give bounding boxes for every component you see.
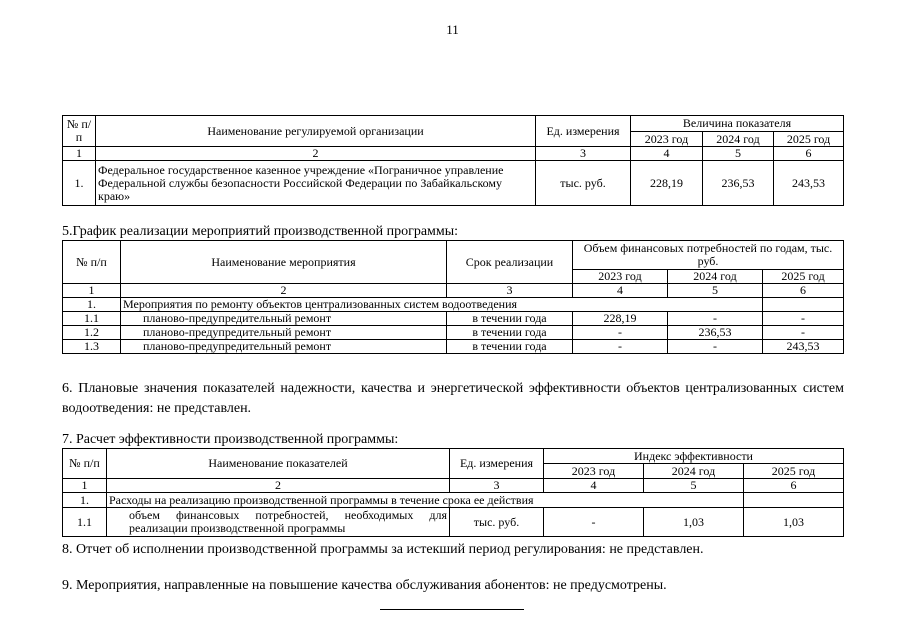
empty-cell [763,298,844,312]
row-num: 1.1 [63,312,121,326]
col-index: 2 [121,284,447,298]
col-header-unit: Ед. измерения [450,449,544,479]
col-header-org-name: Наименование регулируемой организации [96,116,536,147]
value-cell: - [573,326,668,340]
col-index: 6 [763,284,844,298]
event-name: планово-предупредительный ремонт [121,326,447,340]
value-cell: - [763,326,844,340]
value-cell: 1,03 [644,508,744,537]
year-header: 2025 год [744,464,844,479]
group-name: Мероприятия по ремонту объектов централизованных систем водоотведения [121,298,668,312]
section-5-heading: 5.График реализации мероприятий производственной программы: [62,224,459,239]
event-term: в течении года [447,340,573,354]
row-unit: тыс. руб. [450,508,544,537]
col-index: 3 [447,284,573,298]
col-index: 4 [631,147,703,161]
footer-divider [380,609,524,610]
row-num: 1. [63,161,96,206]
value-cell: 243,53 [763,340,844,354]
empty-cell [744,493,844,508]
value-cell: - [573,340,668,354]
event-term: в течении года [447,326,573,340]
value-cell: 228,19 [573,312,668,326]
event-name: планово-предупредительный ремонт [121,312,447,326]
org-name: Федеральное государственное казенное учреждение «Пограничное управление Федеральной службы безопасности Российской Федерации по Забайкальскому краю» [96,161,536,206]
section-7-heading: 7. Расчет эффективности производственной программы: [62,432,399,447]
group-num: 1. [63,493,107,508]
col-index: 5 [668,284,763,298]
col-index: 6 [744,479,844,493]
year-header: 2024 год [668,270,763,284]
col-header-unit: Ед. измерения [536,116,631,147]
col-index: 6 [774,147,844,161]
year-header: 2023 год [573,270,668,284]
group-name: Расходы на реализацию производственной программы в течение срока ее действия [107,493,644,508]
section-8-text: 8. Отчет об исполнении производственной программы за истекший период регулирования: не представлен. [62,542,704,557]
value-cell: - [544,508,644,537]
value-cell: - [668,340,763,354]
col-index: 1 [63,479,107,493]
col-index: 2 [107,479,450,493]
year-header: 2023 год [631,132,703,147]
col-header-num: № п/п [63,449,107,479]
row-unit: тыс. руб. [536,161,631,206]
col-header-num: № п/п [63,116,96,147]
col-header-volume: Объем финансовых потребностей по годам, тыс. руб. [573,241,844,270]
col-index: 3 [450,479,544,493]
value-cell: 243,53 [774,161,844,206]
col-index: 1 [63,147,96,161]
year-header: 2025 год [774,132,844,147]
value-cell: - [668,312,763,326]
value-cell: 236,53 [703,161,774,206]
col-index: 4 [544,479,644,493]
regulated-organization-table [62,115,844,206]
row-num: 1.1 [63,508,107,537]
page-number: 11 [446,22,459,37]
row-num: 1.3 [63,340,121,354]
efficiency-table [62,448,844,537]
col-header-event-name: Наименование мероприятия [121,241,447,284]
col-index: 5 [703,147,774,161]
col-index: 3 [536,147,631,161]
year-header: 2024 год [703,132,774,147]
col-header-num: № п/п [63,241,121,284]
event-name: планово-предупредительный ремонт [121,340,447,354]
col-index: 1 [63,284,121,298]
section-6-text: 6. Плановые значения показателей надежности, качества и энергетической эффективности объектов централизованных систем водоотведения: не представлен. [62,381,844,416]
col-header-index: Индекс эффективности [544,449,844,464]
value-cell: - [763,312,844,326]
year-header: 2024 год [644,464,744,479]
row-num: 1.2 [63,326,121,340]
year-header: 2023 год [544,464,644,479]
col-header-value: Величина показателя [631,116,844,132]
schedule-table [62,240,844,354]
year-header: 2025 год [763,270,844,284]
group-num: 1. [63,298,121,312]
value-cell: 1,03 [744,508,844,537]
empty-cell [644,493,744,508]
event-term: в течении года [447,312,573,326]
col-index: 4 [573,284,668,298]
col-index: 5 [644,479,744,493]
empty-cell [668,298,763,312]
value-cell: 236,53 [668,326,763,340]
indicator-name: объем финансовых потребностей, необходимых для реализации производственной программы [107,508,450,537]
col-header-indicator: Наименование показателей [107,449,450,479]
col-header-term: Срок реализации [447,241,573,284]
col-index: 2 [96,147,536,161]
section-9-text: 9. Мероприятия, направленные на повышение качества обслуживания абонентов: не предусмотрены. [62,578,667,593]
value-cell: 228,19 [631,161,703,206]
